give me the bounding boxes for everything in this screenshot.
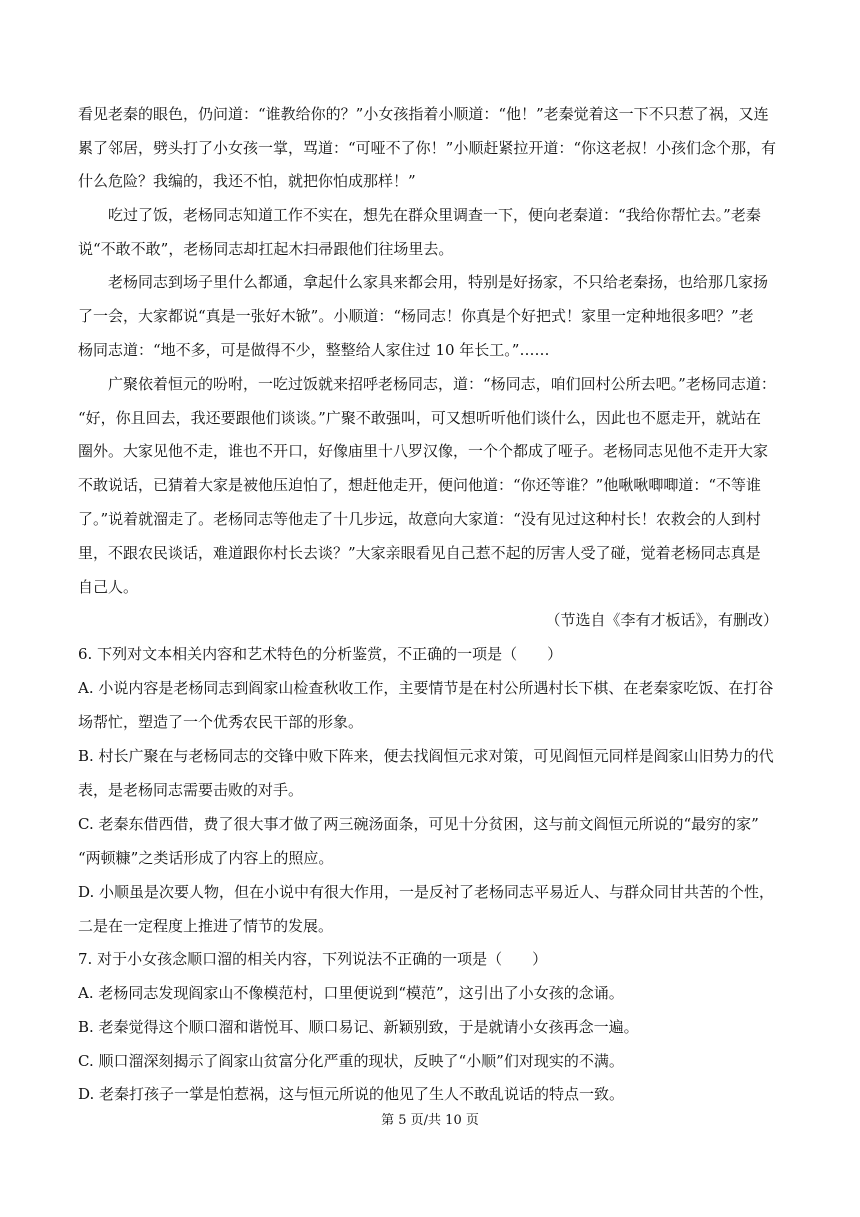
question-option: C. 顺口溜深刻揭示了阎家山贫富分化严重的现状，反映了“小顺”们对现实的不满。: [78, 1052, 624, 1070]
passage-line: 累了邻居，劈头打了小女孩一掌，骂道：“可哑不了你！”小顺赶紧拉开道：“你这老叔！小孩们念个那，有: [78, 139, 777, 157]
passage-line: 了。”说着就溜走了。老杨同志等他走了十几步远，故意向大家道：“没有见过这种村长！农救会的人到村: [78, 510, 761, 528]
question-stem: 7. 对于小女孩念顺口溜的相关内容，下列说法不正确的一项是（ ）: [78, 950, 548, 968]
question-option: B. 村长广聚在与老杨同志的交锋中败下阵来，便去找阎恒元求对策，可见阎恒元同样是阎家山旧势力的代: [78, 747, 774, 765]
passage-line: 广聚依着恒元的吩咐，一吃过饭就来招呼老杨同志，道：“杨同志，咱们回村公所去吧。”老杨同志道：: [108, 375, 776, 393]
passage-line: 了一会，大家都说“真是一张好木锨”。小顺道：“杨同志！你真是个好把式！家里一定种地很多吧？”老: [78, 307, 754, 325]
question-stem: 6. 下列对文本相关内容和艺术特色的分析鉴赏，不正确的一项是（ ）: [78, 645, 563, 663]
question-option: D. 老秦打孩子一掌是怕惹祸，这与恒元所说的他见了生人不敢乱说话的特点一致。: [78, 1085, 625, 1103]
question-option: A. 老杨同志发现阎家山不像模范村，口里便说到“模范”，这引出了小女孩的念诵。: [78, 984, 624, 1002]
passage-line: 吃过了饭，老杨同志知道工作不实在，想先在群众里调查一下，便向老秦道：“我给你帮忙去。”老秦: [108, 206, 761, 224]
passage-line: 不敢说话，已猜着大家是被他压迫怕了，想赶他走开，便问他道：“你还等谁？”他啾啾唧唧道：“不等谁: [78, 476, 762, 494]
passage-source: （节选自《李有才板话》，有删改）: [545, 611, 778, 629]
question-option: B. 老秦觉得这个顺口溜和谐悦耳、顺口易记、新颖别致，于是就请小女孩再念一遍。: [78, 1018, 639, 1036]
question-option: A. 小说内容是老杨同志到阎家山检查秋收工作，主要情节是在村公所遇村长下棋、在老秦家吃饭、在打谷: [78, 679, 774, 697]
question-option: D. 小顺虽是次要人物，但在小说中有很大作用，一是反衬了老杨同志平易近人、与群众同甘共苦的个性，: [78, 883, 775, 901]
passage-line: 看见老秦的眼色，仍问道：“谁教给你的？”小女孩指着小顺道：“他！”老秦觉着这一下不只惹了祸，又连: [78, 105, 769, 123]
passage-line: 说“不敢不敢”，老杨同志却扛起木扫帚跟他们往场里去。: [78, 240, 454, 258]
question-option: 二是在一定程度上推进了情节的发展。: [78, 917, 334, 935]
question-option: C. 老秦东借西借，费了很大事才做了两三碗汤面条，可见十分贫困，这与前文阎恒元所说的“最穷的家”: [78, 815, 759, 833]
passage-line: 里，不跟农民谈话，难道跟你村长去谈？”大家亲眼看见自己惹不起的厉害人受了碰，觉着老杨同志真是: [78, 544, 761, 562]
passage-line: 自己人。: [78, 578, 139, 596]
question-option: “两顿糠”之类话形成了内容上的照应。: [78, 849, 334, 867]
passage-line: “好，你且回去，我还要跟他们谈谈。”广聚不敢强叫，可又想听听他们谈什么，因此也不愿走开，就站在: [78, 409, 761, 427]
passage-line: 圈外。大家见他不走，谁也不开口，好像庙里十八罗汉像，一个个都成了哑子。老杨同志见他不走开大家: [78, 442, 769, 460]
question-option: 表，是老杨同志需要击败的对手。: [78, 781, 304, 799]
passage-line: 老杨同志到场子里什么都通，拿起什么家具来都会用，特别是好扬家，不只给老秦扬，也给那几家扬: [108, 273, 769, 291]
passage-line: 杨同志道：“地不多，可是做得不少，整整给人家住过 10 年长工。”……: [78, 341, 550, 359]
question-option: 场帮忙，塑造了一个优秀农民干部的形象。: [78, 713, 364, 731]
page-number: 第 5 页/共 10 页: [381, 1113, 479, 1128]
passage-line: 什么危险？我编的，我还不怕，就把你怕成那样！”: [78, 172, 416, 190]
